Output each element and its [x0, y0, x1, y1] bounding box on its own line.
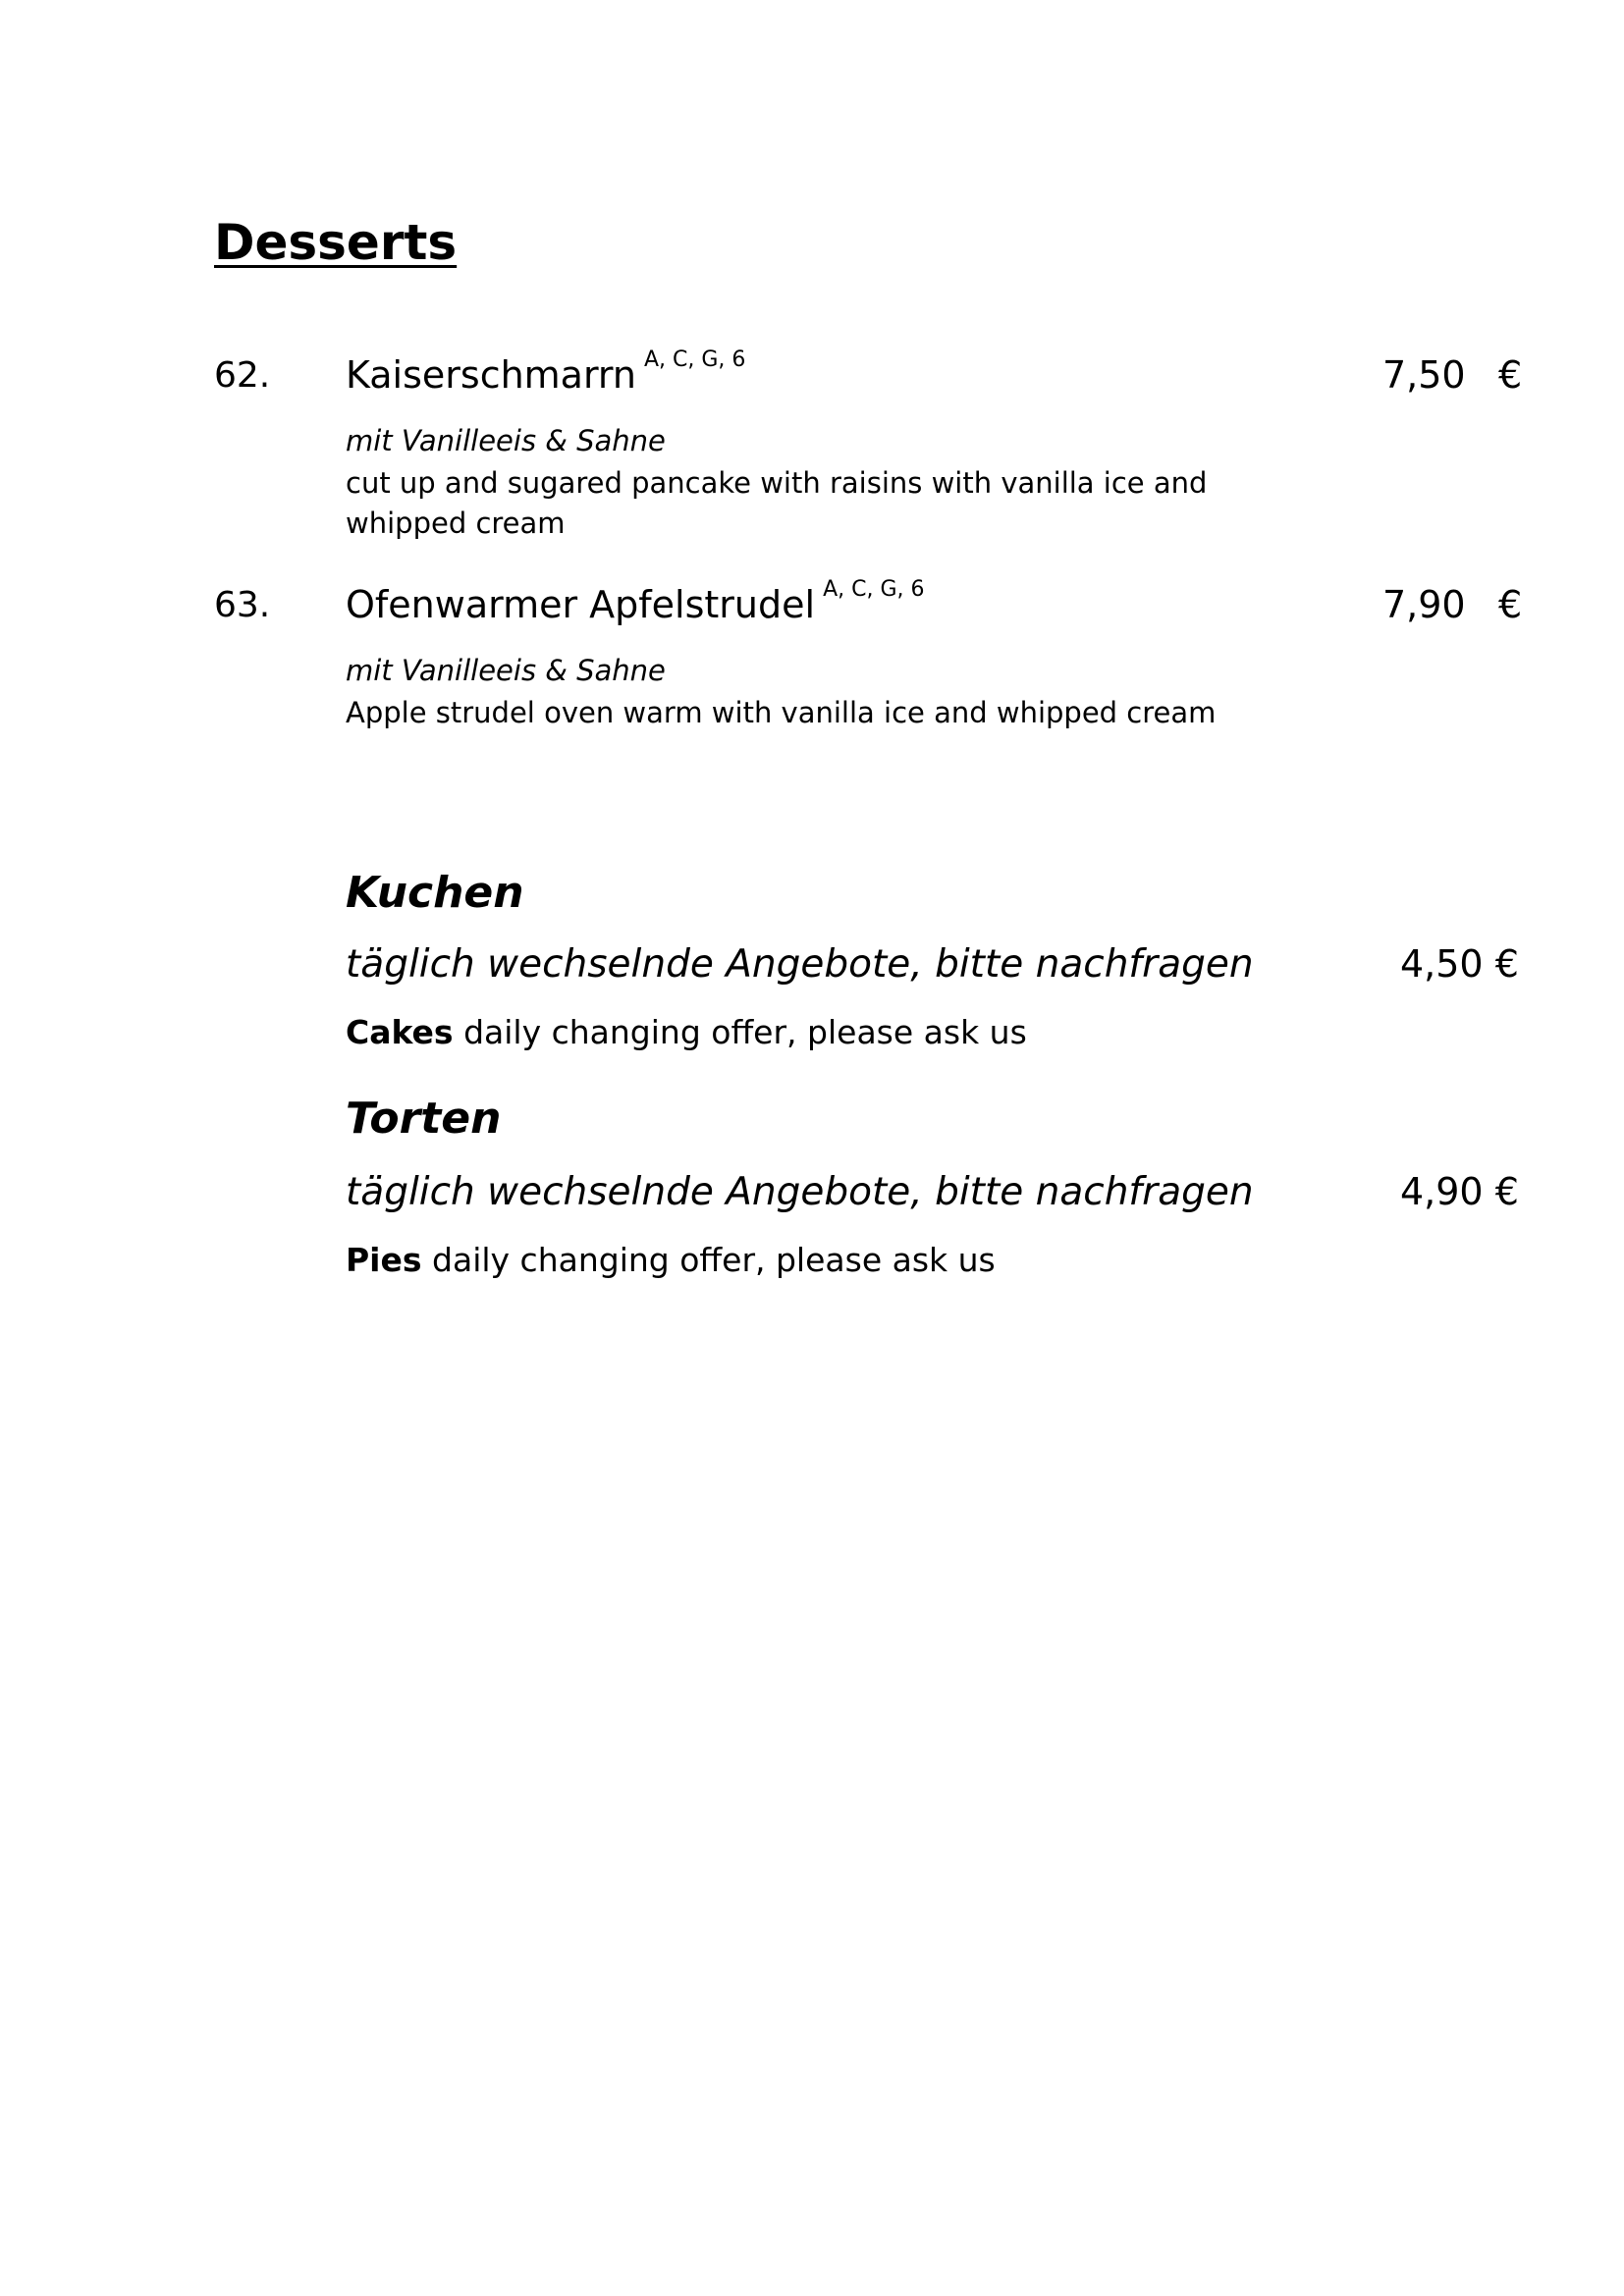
- item-number: 62.: [214, 355, 271, 396]
- section-note-bold: Pies: [346, 1241, 422, 1279]
- section-note: [346, 1241, 996, 1279]
- section-note-text: daily changing offer, please ask us: [453, 1013, 1027, 1051]
- section-price: 4,50 €: [1400, 942, 1519, 986]
- page-title: Desserts: [214, 214, 458, 271]
- item-number: 63.: [214, 585, 271, 625]
- section-note: [346, 1013, 1027, 1051]
- item-name-wrapper: [346, 577, 925, 626]
- section-note-text: daily changing offer, please ask us: [421, 1241, 996, 1279]
- item-price: 7,90: [1382, 583, 1466, 626]
- item-name: Ofenwarmer Apfelstrudel: [346, 583, 816, 626]
- section-price: 4,90 €: [1400, 1170, 1519, 1213]
- item-price: 7,50: [1382, 353, 1466, 397]
- item-currency: €: [1498, 353, 1523, 397]
- item-allergens: A, C, G, 6: [823, 577, 925, 602]
- section-offer: täglich wechselnde Angebote, bitte nachfragen: [346, 1170, 1254, 1214]
- section-heading-torten: Torten: [346, 1094, 502, 1144]
- item-name: Kaiserschmarrn: [346, 353, 636, 397]
- item-subtitle: mit Vanilleeis & Sahne: [346, 424, 666, 457]
- item-currency: €: [1498, 583, 1523, 626]
- item-description: Apple strudel oven warm with vanilla ice and whipped cream: [346, 696, 1217, 729]
- section-note-bold: Cakes: [346, 1013, 454, 1051]
- section-offer: täglich wechselnde Angebote, bitte nachfragen: [346, 942, 1254, 987]
- section-heading-kuchen: Kuchen: [346, 868, 524, 918]
- item-subtitle: mit Vanilleeis & Sahne: [346, 654, 666, 687]
- item-description: cut up and sugared pancake with raisins with vanilla ice and whipped cream: [346, 466, 1208, 540]
- item-allergens: A, C, G, 6: [643, 347, 746, 372]
- item-name-wrapper: [346, 347, 746, 397]
